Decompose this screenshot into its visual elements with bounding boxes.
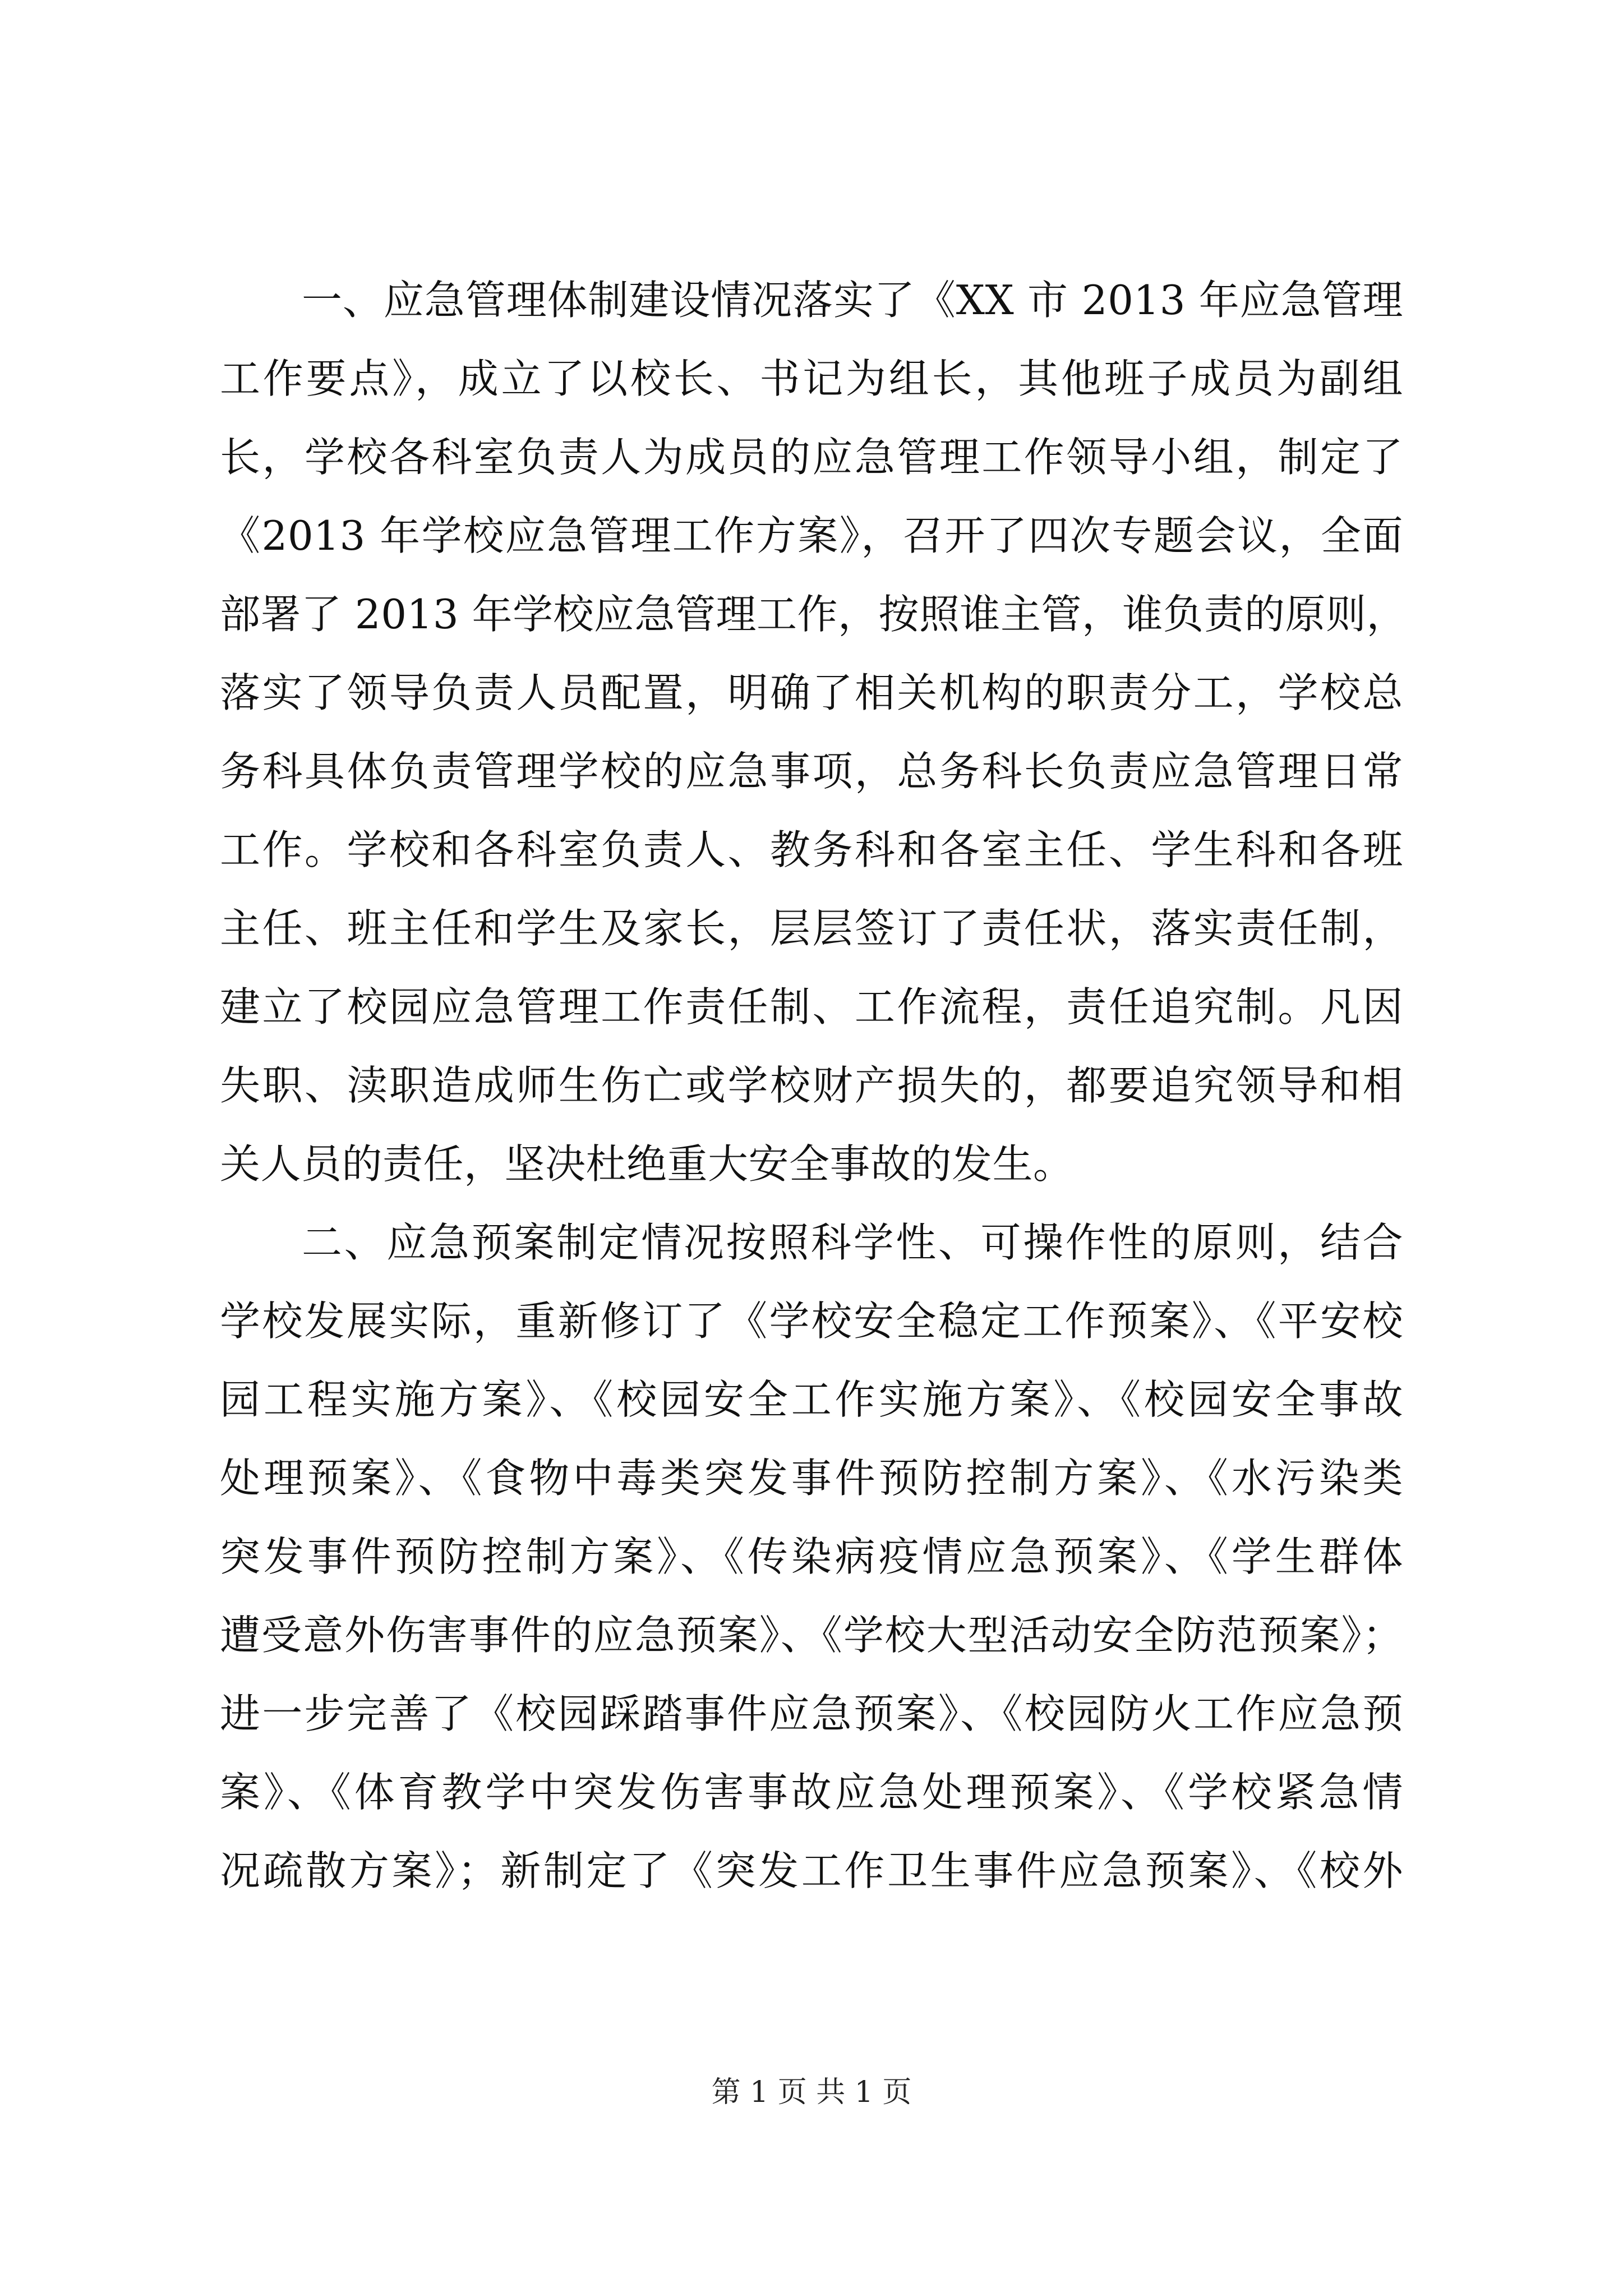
document-body	[220, 261, 1408, 1910]
paragraph-2-line-3: 园工程实施方案》、《校园安全工作实施方案》、《校园安全事故	[220, 1376, 1403, 1423]
paragraph-2-line-5: 突发事件预防控制方案》、《传染病疫情应急预案》、《学生群体	[220, 1533, 1403, 1580]
paragraph-1-line-11: 失职、渎职造成师生伤亡或学校财产损失的，都要追究领导和相	[220, 1062, 1403, 1109]
paragraph-2-line-1: 二、应急预案制定情况按照科学性、可操作性的原则，结合	[302, 1219, 1403, 1266]
paragraph-2-line-6: 遭受意外伤害事件的应急预案》、《学校大型活动安全防范预案》；	[220, 1612, 1403, 1659]
paragraph-2-line-2: 学校发展实际，重新修订了《学校安全稳定工作预案》、《平安校	[220, 1297, 1403, 1345]
paragraph-1-line-7: 务科具体负责管理学校的应急事项，总务科长负责应急管理日常	[220, 748, 1403, 795]
paragraph-1-line-10: 建立了校园应急管理工作责任制、工作流程，责任追究制。凡因	[220, 983, 1403, 1030]
paragraph-1-line-2: 工作要点》，成立了以校长、书记为组长，其他班子成员为副组	[220, 355, 1403, 402]
paragraph-1-line-3: 长，学校各科室负责人为成员的应急管理工作领导小组，制定了	[220, 434, 1403, 481]
paragraph-1-line-6: 落实了领导负责人员配置，明确了相关机构的职责分工，学校总	[220, 669, 1403, 716]
paragraph-1-line-1: 一、应急管理体制建设情况落实了《XX 市 2013 年应急管理	[302, 277, 1403, 324]
paragraph-1-line-5: 部署了 2013 年学校应急管理工作，按照谁主管，谁负责的原则，	[220, 591, 1408, 638]
paragraph-1-line-9: 主任、班主任和学生及家长，层层签订了责任状，落实责任制，	[220, 905, 1403, 952]
paragraph-1-line-12: 关人员的责任，坚决杜绝重大安全事故的发生。	[220, 1140, 1074, 1188]
paragraph-1-line-4: 《2013 年学校应急管理工作方案》，召开了四次专题会议，全面	[220, 512, 1403, 559]
paragraph-2-line-7: 进一步完善了《校园踩踏事件应急预案》、《校园防火工作应急预	[220, 1690, 1403, 1737]
paragraph-1-line-8: 工作。学校和各科室负责人、教务科和各室主任、学生科和各班	[220, 826, 1403, 873]
paragraph-2-line-4: 处理预案》、《食物中毒类突发事件预防控制方案》、《水污染类	[220, 1455, 1403, 1502]
paragraph-2-line-9: 况疏散方案》；新制定了《突发工作卫生事件应急预案》、《校外	[220, 1847, 1403, 1894]
page-footer: 第 1 页 共 1 页	[711, 2076, 912, 2109]
paragraph-2-line-8: 案》、《体育教学中突发伤害事故应急处理预案》、《学校紧急情	[220, 1769, 1403, 1816]
